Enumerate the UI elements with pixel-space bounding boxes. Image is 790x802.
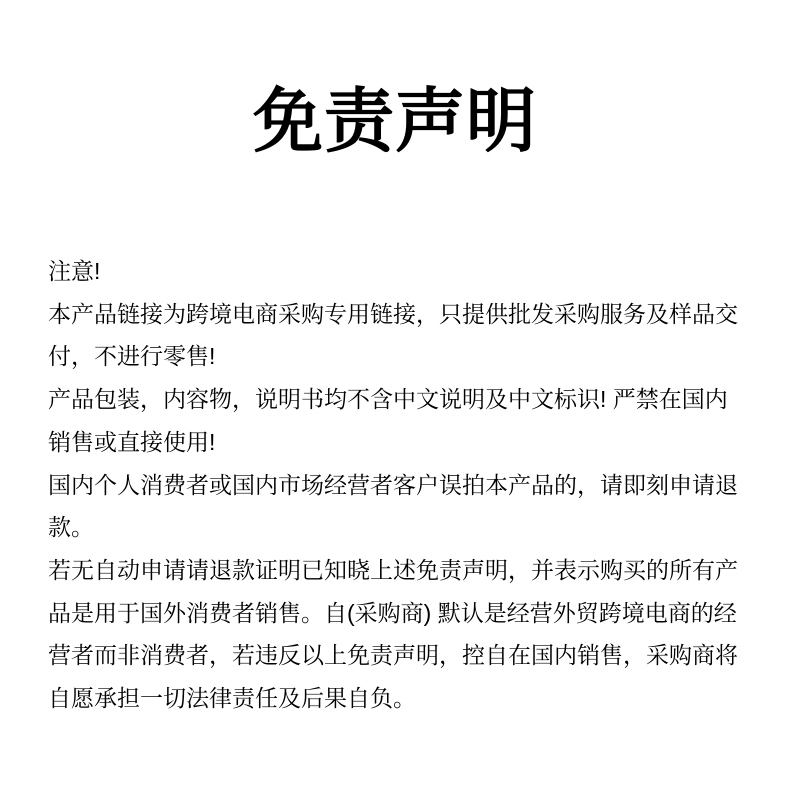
paragraph-no-chinese-label: 产品包装，内容物，说明书均不含中文说明及中文标识! 严禁在国内销售或直接使用!	[48, 386, 728, 455]
disclaimer-body	[0, 250, 790, 720]
paragraph-attention: 注意!	[48, 258, 101, 284]
page-title: 免责声明	[253, 82, 537, 160]
paragraph-refund-request: 国内个人消费者或国内市场经营者客户误拍本产品的，请即刻申请退款。	[48, 471, 738, 541]
paragraph-legal-responsibility: 若无自动申请请退款证明已知晓上述免责声明，并表示购买的所有产品是用于国外消费者销售。自(采购商) 默认是经营外贸跨境电商的经营者而非消费者，若违反以上免责声明，控自在国内销售，采购商将自愿承担一切法律责任及后果自负。	[48, 556, 738, 712]
paragraph-wholesale-only: 本产品链接为跨境电商采购专用链接，只提供批发采购服务及样品交付，不进行零售!	[48, 300, 738, 370]
